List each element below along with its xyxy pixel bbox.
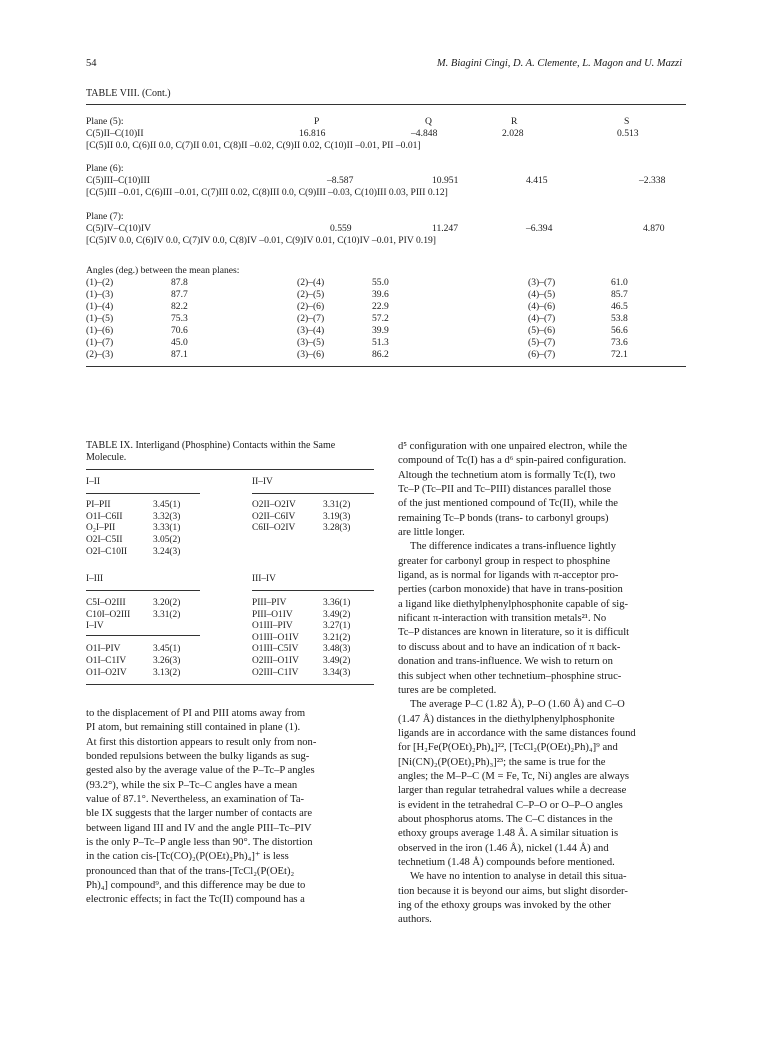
text-line: ligand, as is normal for ligands with π-acceptor pro-: [398, 570, 619, 582]
table8-angle-pair: (2)–(6): [297, 301, 325, 312]
table9-contact-distance: 3.20(2): [153, 598, 181, 608]
table9-contact-distance: 3.21(2): [323, 633, 351, 643]
table9-contact-pair: O1III–C5IV: [252, 644, 299, 654]
text-line: larger than regular tetrahedral values while a decrease: [398, 785, 627, 797]
page-number: 54: [86, 58, 97, 69]
text-line: The average P–C (1.82 Å), P–O (1.60 Å) and C–O: [410, 699, 625, 711]
table9-contact-pair: O1I–C6II: [86, 512, 123, 522]
table8-angle-value: 82.2: [171, 301, 188, 312]
table8-plane7-p: 0.559: [330, 223, 352, 234]
table9-contact-distance: 3.31(2): [153, 610, 181, 620]
table8-angle-value: 51.3: [372, 337, 389, 348]
text-line: tion because it is beyond our aims, but slight disorder-: [398, 885, 628, 897]
table8-angle-pair: (3)–(4): [297, 325, 325, 336]
table8-angle-pair: (4)–(5): [528, 289, 556, 300]
table8-angle-pair: (6)–(7): [528, 349, 556, 360]
text-line: is evident in the tetrahedral C–P–O or O–P–O angles: [398, 799, 623, 811]
table8-angle-value: 45.0: [171, 337, 188, 348]
table9-contact-distance: 3.13(2): [153, 668, 181, 678]
table8-top-rule: [86, 104, 686, 105]
table8-angle-pair: (2)–(5): [297, 289, 325, 300]
table9-section-rule: [252, 493, 374, 494]
text-line: ethoxy groups average 1.48 Å. A similar situation is: [398, 828, 619, 840]
table8-plane7-atoms: C(5)IV–C(10)IV: [86, 223, 152, 234]
table9-contact-distance: 3.33(1): [153, 523, 181, 533]
table8-angle-pair: (2)–(7): [297, 313, 325, 324]
table8-angle-value: 87.7: [171, 289, 188, 300]
table9-contact-pair: PIII–O1IV: [252, 610, 293, 620]
text-line: this subject when other technetium–phosphine struc-: [398, 670, 622, 682]
table9-section-label: I–III: [86, 574, 104, 584]
running-head: M. Biagini Cingi, D. A. Clemente, L. Magon and U. Mazzi: [436, 58, 682, 69]
table8-plane5-p: 16.816: [299, 128, 326, 139]
table9-contact-pair: O1I–PIV: [86, 644, 121, 654]
text-line: pronounced than that of the trans-[TcCl₂(P(OEt)₂: [86, 865, 295, 877]
table9-contact-distance: 3.05(2): [153, 535, 181, 545]
table9-section-rule: [252, 590, 374, 591]
table8-plane5-title: Plane (5):: [86, 116, 124, 127]
text-line: value of 87.1°. Nevertheless, an examination of Ta-: [86, 794, 305, 806]
text-line: a ligand like diethylphenylphosphonite capable of sig-: [398, 598, 629, 610]
table9-section-label: III–IV: [252, 574, 276, 584]
table9-contact-distance: 3.24(3): [153, 547, 181, 557]
table9-section-rule: [86, 493, 200, 494]
table9-contact-distance: 3.28(3): [323, 523, 351, 533]
table9-caption-line2: Molecule.: [86, 452, 127, 463]
table9-contact-distance: 3.32(3): [153, 512, 181, 522]
text-line: ble IX suggests that the larger number of contacts are: [86, 808, 313, 820]
text-line: d⁵ configuration with one unpaired electron, while the: [398, 441, 628, 452]
text-line: nificant π-interaction with transition metals²¹. No: [398, 613, 607, 625]
table8-angle-value: 22.9: [372, 301, 389, 312]
table9-contact-pair: O₂I–PII: [86, 523, 116, 533]
table9-contact-distance: 3.19(3): [323, 512, 351, 522]
text-line: At first this distortion appears to result only from non-: [86, 736, 317, 748]
table8-angle-value: 70.6: [171, 325, 188, 336]
table8-header-s: S: [624, 116, 630, 127]
text-line: gested also by the average value of the P–Tc–P angles: [86, 765, 315, 777]
table9-section-label: I–II: [86, 477, 101, 487]
table9-section-rule: [86, 590, 200, 591]
table9-section-label: II–IV: [252, 477, 273, 487]
table8-plane6-q: 10.951: [432, 175, 459, 186]
text-line: ligands are in accordance with the same distances found: [398, 727, 636, 739]
text-line: about phosphorus atoms. The C–C distances in the: [398, 813, 613, 825]
table8-angle-value: 87.8: [171, 277, 188, 288]
text-line: compound of Tc(I) has a d⁶ spin-paired configuration.: [398, 455, 627, 467]
text-line: Tc–P (Tc–PII and Tc–PIII) distances parallel those: [398, 484, 612, 496]
table9-contact-pair: C5I–O2III: [86, 598, 126, 608]
text-line: ing of the ethoxy groups was invoked by the other: [398, 900, 611, 911]
text-line: perties (carbon monoxide) that have in trans-position: [398, 584, 623, 596]
table8-angle-value: 57.2: [372, 313, 389, 324]
table9-contact-distance: 3.45(1): [153, 500, 181, 510]
table9-contact-distance: 3.45(1): [153, 644, 181, 654]
text-line: of the just mentioned compound of Tc(II), while the: [398, 498, 619, 510]
table9-contact-pair: O2I–C5II: [86, 535, 123, 545]
table9-contact-pair: C10I–O2III: [86, 610, 131, 620]
table8-angle-value: 56.6: [611, 325, 628, 336]
text-line: is the only P–Tc–P angle less than 90°. The distortion: [86, 837, 313, 849]
table8-angle-value: 39.6: [372, 289, 389, 300]
table9-contact-pair: PIII–PIV: [252, 598, 287, 608]
text-line: tures are be completed.: [398, 684, 497, 696]
table8-angle-pair: (3)–(7): [528, 277, 556, 288]
table8-plane7-title: Plane (7):: [86, 211, 124, 222]
text-line: [Ni(CN)₂(P(OEt)₂Ph)₃]²³; the same is true for the: [398, 756, 606, 768]
table8-angle-pair: (1)–(5): [86, 313, 114, 324]
table8-plane5-r: 2.028: [502, 128, 524, 139]
table8-angle-pair: (1)–(4): [86, 301, 114, 312]
table8-plane6-deviations: [C(5)III –0.01, C(6)III –0.01, C(7)III 0.02, C(8)III 0.0, C(9)III –0.03, C(10)III 0.03, PIII 0.12]: [86, 187, 448, 198]
text-line: (1.47 Å) distances in the diethylphenylphosphonite: [398, 713, 615, 725]
table9-contact-pair: O1III–PIV: [252, 621, 293, 631]
text-line: authors.: [398, 914, 432, 926]
text-line: electronic effects; in fact the Tc(II) compound has a: [86, 894, 305, 906]
table8-angle-pair: (2)–(3): [86, 349, 114, 360]
table8-angle-pair: (5)–(6): [528, 325, 556, 336]
table9-contact-pair: C6II–O2IV: [252, 523, 296, 533]
table8-angle-value: 72.1: [611, 349, 628, 360]
right-column-text: [398, 440, 686, 928]
text-line: greater for carbonyl group in respect to phosphine: [398, 555, 611, 567]
table8-angle-pair: (1)–(7): [86, 337, 114, 348]
table9-section-rule: [86, 635, 200, 636]
table9-contact-pair: O1I–C1IV: [86, 656, 127, 666]
table9-contact-pair: O2II–O2IV: [252, 500, 296, 510]
table9-contact-distance: 3.48(3): [323, 644, 351, 654]
table8-plane5-deviations: [C(5)II 0.0, C(6)II 0.0, C(7)II 0.01, C(8)II –0.02, C(9)II 0.02, C(10)II –0.01, PII –0.01]: [86, 140, 421, 151]
table9-bottom-rule: [86, 684, 374, 685]
table8-angle-pair: (1)–(2): [86, 277, 114, 288]
table8-plane7-deviations: [C(5)IV 0.0, C(6)IV 0.0, C(7)IV 0.0, C(8)IV –0.01, C(9)IV 0.01, C(10)IV –0.01, PIV 0.19]: [86, 235, 436, 246]
table9-caption-line1: TABLE IX. Interligand (Phosphine) Contacts within the Same: [86, 440, 336, 451]
table9-contact-pair: O2III–C1IV: [252, 668, 299, 678]
table8-angle-value: 75.3: [171, 313, 188, 324]
text-line: The difference indicates a trans-influence lightly: [410, 541, 616, 553]
text-line: We have no intention to analyse in detail this situa-: [410, 871, 627, 883]
table9-contact-distance: 3.49(2): [323, 610, 351, 620]
table8-angle-pair: (3)–(5): [297, 337, 325, 348]
table9-top-rule: [86, 469, 374, 470]
table8-caption: TABLE VIII. (Cont.): [86, 88, 171, 99]
text-line: for [H₂Fe(P(OEt)₂Ph)₄]²², [TcCl₂(P(OEt)₂Ph)₄]⁹ and: [398, 742, 618, 754]
table9-contact-pair: O2III–O1IV: [252, 656, 299, 666]
text-line: Ph)₄] compound⁹, and this difference may be due to: [86, 880, 306, 892]
table9-contact-distance: 3.36(1): [323, 598, 351, 608]
table9-contact-pair: O1III–O1IV: [252, 633, 299, 643]
table8-angle-value: 53.8: [611, 313, 628, 324]
text-line: bonded repulsions between the bulky ligands as sug-: [86, 751, 310, 763]
left-column-text: [86, 707, 374, 908]
table8-angle-value: 55.0: [372, 277, 389, 288]
table9-contact-pair: O2II–C6IV: [252, 512, 296, 522]
table9-section-label: I–IV: [86, 621, 104, 631]
table8-bottom-rule: [86, 366, 686, 367]
text-line: (93.2°), while the six P–Tc–C angles have a mean: [86, 779, 298, 791]
table8-angle-value: 85.7: [611, 289, 628, 300]
text-line: to the displacement of PI and PIII atoms away from: [86, 708, 306, 719]
table8-angle-value: 61.0: [611, 277, 628, 288]
table8-plane6-p: –8.587: [327, 175, 354, 186]
table8-angle-pair: (4)–(7): [528, 313, 556, 324]
text-line: PI atom, but remaining still contained in plane (1).: [86, 722, 301, 734]
table9-contact-pair: O1I–O2IV: [86, 668, 127, 678]
table8-plane5-s: 0.513: [617, 128, 639, 139]
table8-angle-pair: (5)–(7): [528, 337, 556, 348]
table8-angle-value: 46.5: [611, 301, 628, 312]
table8-angle-value: 39.9: [372, 325, 389, 336]
table8-plane5-atoms: C(5)II–C(10)II: [86, 128, 144, 139]
table8-header-q: Q: [425, 116, 432, 127]
text-line: to discuss about and to have an indication of π back-: [398, 641, 621, 653]
text-line: donation and trans-influence. We wish to return on: [398, 656, 613, 668]
text-line: Altough the technetium atom is formally Tc(I), two: [398, 469, 616, 481]
text-line: in the cation cis-[Tc(CO)₂(P(OEt)₂Ph)₄]⁺ is less: [86, 851, 289, 863]
table8-angle-pair: (4)–(6): [528, 301, 556, 312]
text-line: technetium (1.48 Å) compounds before mentioned.: [398, 856, 615, 868]
table8-header-p: P: [314, 116, 320, 127]
table8-plane6-title: Plane (6):: [86, 163, 124, 174]
text-line: Tc–P distances are known in literature, so it is difficult: [398, 627, 630, 639]
table8-angle-value: 87.1: [171, 349, 188, 360]
table8-plane5-q: –4.848: [411, 128, 438, 139]
table8-angles-title: Angles (deg.) between the mean planes:: [86, 265, 240, 276]
text-line: remaining Tc–P bonds (trans- to carbonyl groups): [398, 512, 609, 524]
table9-contact-distance: 3.31(2): [323, 500, 351, 510]
table8-plane7-q: 11.247: [432, 223, 459, 234]
table9-contact-pair: O2I–C10II: [86, 547, 128, 557]
table8-angle-value: 73.6: [611, 337, 628, 348]
table9-contact-distance: 3.27(1): [323, 621, 351, 631]
table9-contact-distance: 3.34(3): [323, 668, 351, 678]
table8-plane7-s: 4.870: [643, 223, 665, 234]
text-line: observed in the iron (1.46 Å), nickel (1.44 Å) and: [398, 842, 609, 854]
table8-plane6-s: –2.338: [639, 175, 666, 186]
text-line: between ligand III and IV and the angle PIII–Tc–PIV: [86, 822, 312, 834]
table8-angle-pair: (1)–(3): [86, 289, 114, 300]
table9-contact-distance: 3.26(3): [153, 656, 181, 666]
table8-angle-value: 86.2: [372, 349, 389, 360]
table8-plane6-r: 4.415: [526, 175, 548, 186]
table9-contact-distance: 3.49(2): [323, 656, 351, 666]
table9-contact-pair: PI–PII: [86, 500, 111, 510]
table8-angle-pair: (3)–(6): [297, 349, 325, 360]
table8-plane6-atoms: C(5)III–C(10)III: [86, 175, 150, 186]
text-line: angles; the M–P–C (M = Fe, Tc, Ni) angles are always: [398, 770, 629, 782]
table8-header-r: R: [511, 116, 518, 127]
text-line: are little longer.: [398, 527, 465, 539]
table8-angle-pair: (1)–(6): [86, 325, 114, 336]
table8-angle-pair: (2)–(4): [297, 277, 325, 288]
table8-plane7-r: –6.394: [526, 223, 553, 234]
